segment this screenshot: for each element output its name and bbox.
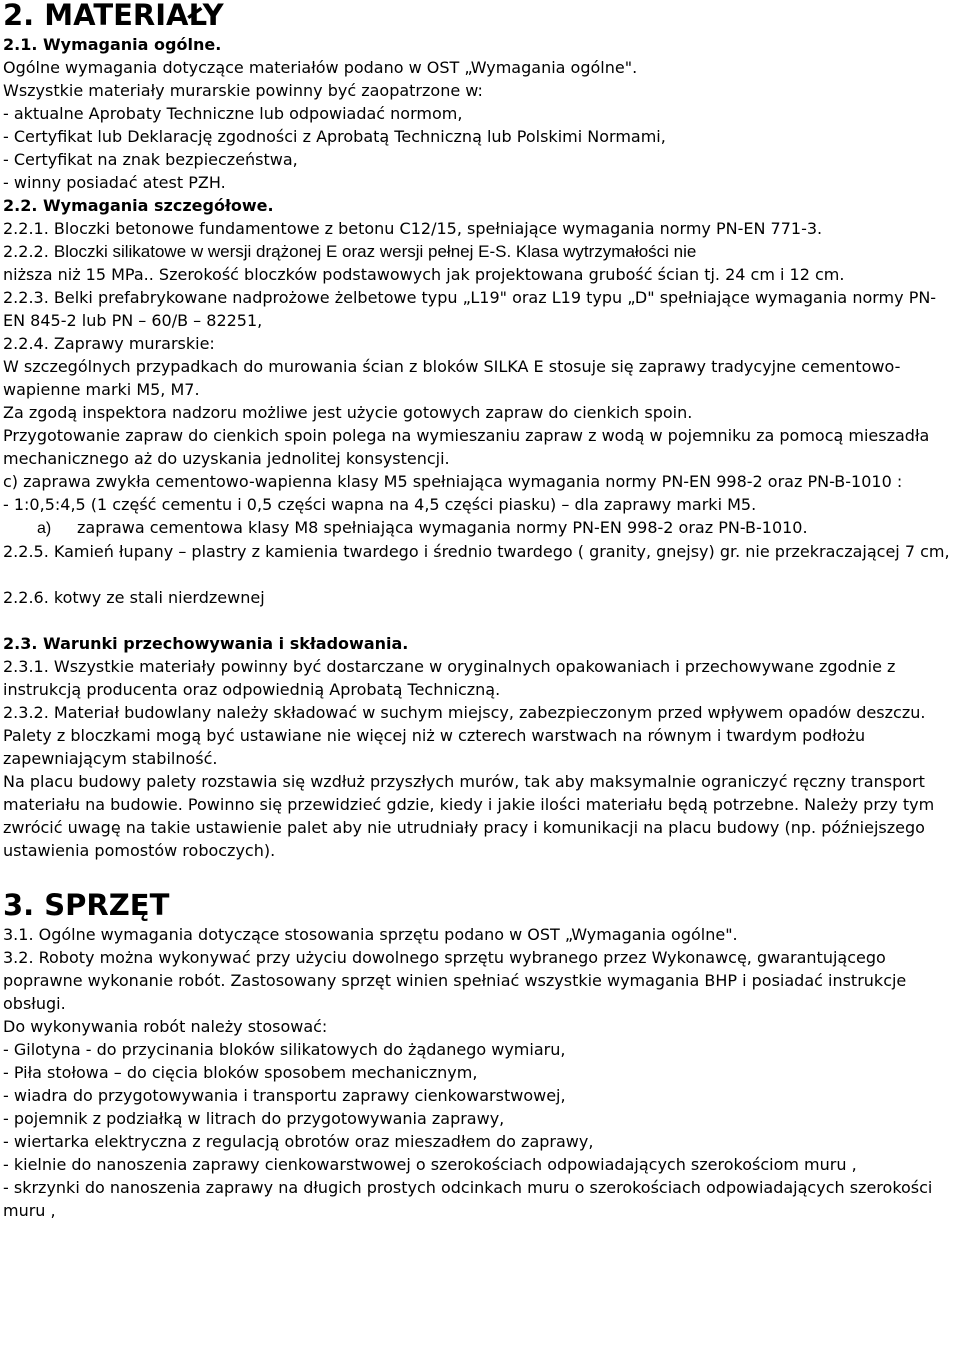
spacer	[3, 609, 956, 632]
list-item: - kielnie do nanoszenia zaprawy cienkowarstwowej o szerokościach odpowiadających szerokościom muru ,	[3, 1155, 857, 1174]
list-item: - Piła stołowa – do cięcia bloków sposobem mechanicznym,	[3, 1063, 478, 1082]
spacer	[3, 563, 956, 586]
list-item: - aktualne Aprobaty Techniczne lub odpowiadać normom,	[3, 104, 463, 123]
paragraph-2-3-2: 2.3.2. Materiał budowlany należy składować w suchym miejscy, zabezpieczonym przed wpływem opadów deszczu. Palety z bloczkami mogą być ustawiane nie więcej niż w czterech warstwach na równym i twardym podłożu zapewniającym stabilność.	[3, 703, 926, 768]
paragraph: Wszystkie materiały murarskie powinny być zaopatrzone w:	[3, 81, 483, 100]
list-item: - wiadra do przygotowywania i transportu zaprawy cienkowarstwowej,	[3, 1086, 566, 1105]
paragraph-2-2-2	[3, 240, 956, 263]
section-2-2-heading: 2.2. Wymagania szczegółowe.	[3, 196, 274, 215]
list-item: - 1:0,5:4,5 (1 część cementu i 0,5 części wapna na 4,5 części piasku) – dla zaprawy marki M5.	[3, 495, 757, 514]
list-item: - skrzynki do nanoszenia zaprawy na długich prostych odcinkach muru o szerokościach odpowiadających szerokości muru ,	[3, 1178, 933, 1220]
paragraph-number: 2.2.2.	[3, 242, 49, 261]
paragraph-text: Bloczki silikatowe w wersji drążonej E oraz wersji pełnej E-S. Klasa wytrzymałości nie	[53, 242, 697, 261]
paragraph-2-2-4-heading: 2.2.4. Zaprawy murarskie:	[3, 334, 215, 353]
list-label: a)	[37, 520, 52, 537]
paragraph: Przygotowanie zapraw do cienkich spoin polega na wymieszaniu zapraw z wodą w pojemniku za pomocą mieszadła mechanicznego aż do uzyskania jednolitej konsystencji.	[3, 426, 930, 468]
paragraph: Za zgodą inspektora nadzoru możliwe jest użycie gotowych zapraw do cienkich spoin.	[3, 403, 693, 422]
section-2-heading: 2. MATERIAŁY	[3, 0, 224, 32]
list-item: - Gilotyna - do przycinania bloków silikatowych do żądanego wymiaru,	[3, 1040, 566, 1059]
paragraph-3-2: 3.2. Roboty można wykonywać przy użyciu dowolnego sprzętu wybranego przez Wykonawcę, gwarantującego poprawne wykonanie robót. Zastosowany sprzęt winien spełniać wszystkie wymagania BHP i posiadać instrukcje obsługi.	[3, 948, 907, 1013]
paragraph: niższa niż 15 MPa.. Szerokość bloczków podstawowych jak projektowana grubość ścian tj. 24 cm i 12 cm.	[3, 265, 845, 284]
paragraph-2-2-5: 2.2.5. Kamień łupany – plastry z kamienia twardego i średnio twardego ( granity, gnejsy) gr. nie przekraczającej 7 cm,	[3, 542, 950, 561]
list-item	[3, 516, 956, 540]
paragraph: c) zaprawa zwykła cementowo-wapienna klasy M5 spełniająca wymagania normy PN-EN 998-2 oraz PN-B-1010 :	[3, 472, 903, 491]
list-text: zaprawa cementowa klasy M8 spełniająca wymagania normy PN-EN 998-2 oraz PN-B-1010.	[77, 518, 808, 537]
section-2-3-heading: 2.3. Warunki przechowywania i składowania.	[3, 634, 409, 653]
section-2-1-heading: 2.1. Wymagania ogólne.	[3, 35, 222, 54]
list-item: - Certyfikat na znak bezpieczeństwa,	[3, 150, 298, 169]
paragraph-2-2-1: 2.2.1. Bloczki betonowe fundamentowe z betonu C12/15, spełniające wymagania normy PN-EN 771-3.	[3, 219, 823, 238]
paragraph-3-1: 3.1. Ogólne wymagania dotyczące stosowania sprzętu podano w OST „Wymagania ogólne".	[3, 925, 738, 944]
list-item: - Certyfikat lub Deklarację zgodności z Aprobatą Techniczną lub Polskimi Normami,	[3, 127, 666, 146]
paragraph-2-3-1: 2.3.1. Wszystkie materiały powinny być dostarczane w oryginalnych opakowaniach i przechowywane zgodnie z instrukcją producenta oraz odpowiednią Aprobatą Techniczną.	[3, 657, 896, 699]
paragraph: Na placu budowy palety rozstawia się wzdłuż przyszłych murów, tak aby maksymalnie ograniczyć ręczny transport materiału na budowie. Powinno się przewidzieć gdzie, kiedy i jakie ilości materiału będą potrzebne. Należy przy tym zwrócić uwagę na takie ustawienie palet aby nie utrudniały pracy i komunikacji na placu budowy (np. późniejszego ustawienia pomostów roboczych).	[3, 772, 935, 860]
paragraph-2-2-6: 2.2.6. kotwy ze stali nierdzewnej	[3, 588, 265, 607]
spacer	[3, 862, 956, 890]
list-item: - winny posiadać atest PZH.	[3, 173, 226, 192]
paragraph-2-2-3: 2.2.3. Belki prefabrykowane nadprożowe żelbetowe typu „L19" oraz L19 typu „D" spełniające wymagania normy PN-EN 845-2 lub PN – 60/B – 82251,	[3, 288, 937, 330]
paragraph: Ogólne wymagania dotyczące materiałów podano w OST „Wymagania ogólne".	[3, 58, 638, 77]
list-intro: Do wykonywania robót należy stosować:	[3, 1017, 328, 1036]
list-item: - pojemnik z podziałką w litrach do przygotowywania zaprawy,	[3, 1109, 505, 1128]
list-item: - wiertarka elektryczna z regulacją obrotów oraz mieszadłem do zaprawy,	[3, 1132, 594, 1151]
paragraph: W szczególnych przypadkach do murowania ścian z bloków SILKA E stosuje się zaprawy tradycyjne cementowo-wapienne marki M5, M7.	[3, 357, 901, 399]
section-3-heading: 3. SPRZĘT	[3, 888, 170, 922]
